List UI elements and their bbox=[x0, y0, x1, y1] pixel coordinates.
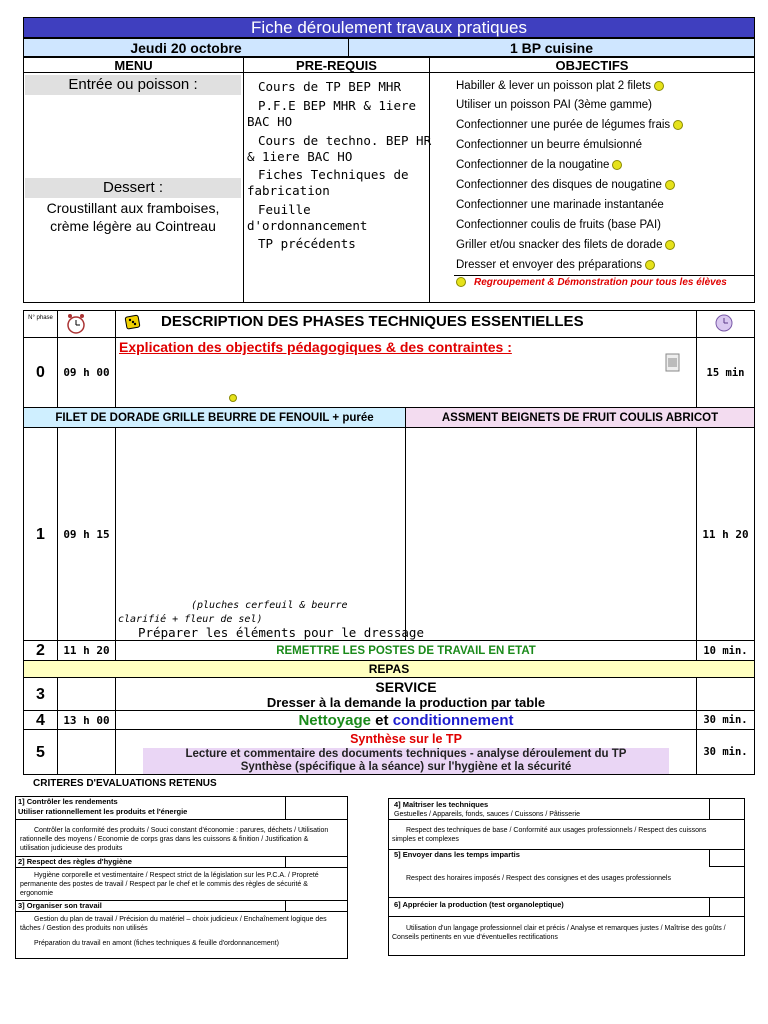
service-title: SERVICE bbox=[375, 679, 437, 695]
phase-number: 4 bbox=[23, 710, 58, 730]
phase-number: 3 bbox=[23, 677, 58, 711]
phase1-text: Préparer les éléments pour le dressage bbox=[138, 625, 424, 640]
marker-dot-icon bbox=[665, 240, 675, 250]
criterion-5-text: Respect des horaires imposés / Respect des consignes et des usages professionnels bbox=[406, 875, 671, 882]
phase-duration: 15 min bbox=[696, 337, 755, 408]
class-cell: 1 BP cuisine bbox=[348, 38, 755, 57]
phase-description bbox=[115, 710, 697, 730]
phase-number: 2 bbox=[23, 640, 58, 661]
phase-description bbox=[115, 677, 697, 711]
phase-description bbox=[115, 729, 697, 775]
prereq-item: Fiches Techniques de fabrication bbox=[247, 167, 409, 198]
document-icon bbox=[664, 352, 682, 379]
score-cell bbox=[709, 798, 745, 820]
phase-duration: 10 min. bbox=[696, 640, 755, 661]
clock-icon bbox=[65, 313, 87, 340]
marker-dot-icon bbox=[456, 277, 466, 287]
synthesis-line2: Synthèse (spécifique à la séance) sur l'hygiène et la sécurité bbox=[240, 761, 572, 773]
criterion-2: 2] Respect des règles d'hygiène bbox=[18, 857, 132, 866]
phase-end-time: 11 h 20 bbox=[696, 427, 755, 641]
objective-item: Utiliser un poisson PAI (3ème gamme) bbox=[456, 99, 652, 111]
criterion-3-text: Gestion du plan de travail / Précision du matériel – choix judicieux / Enchaînement logique des tâches / Gestion des produits non utilisés bbox=[20, 916, 327, 932]
marker-dot-icon bbox=[673, 120, 683, 130]
criterion-2-text: Hygiène corporelle et vestimentaire / Respect strict de la législation sur les P.C.A. / Propreté permanente des postes de travail / Respect par le chef et le commis des règles de sécurité & ergonomie bbox=[20, 872, 319, 897]
criterion-1: 1] Contrôler les rendements Utiliser rationnellement les produits et l'énergie bbox=[18, 797, 188, 816]
prereq-item: Feuille d'ordonnancement bbox=[247, 202, 368, 233]
dice-icon bbox=[124, 314, 142, 335]
criteria-title: CRITERES D'EVALUATIONS RETENUS bbox=[33, 778, 217, 789]
dish-left-header: FILET DE DORADE GRILLE BEURRE DE FENOUIL + purée bbox=[23, 407, 406, 428]
packaging-word: conditionnement bbox=[392, 712, 514, 729]
phase-time bbox=[57, 729, 116, 775]
dessert-text: Croustillant aux framboises, crème légère au Cointreau bbox=[46, 200, 220, 234]
menu-header: MENU bbox=[23, 57, 244, 73]
objective-item: Confectionner coulis de fruits (base PAI) bbox=[456, 219, 661, 231]
phase-duration bbox=[696, 677, 755, 711]
phases-title: DESCRIPTION DES PHASES TECHNIQUES ESSENTIELLES bbox=[161, 313, 584, 330]
dessert-label: Dessert : bbox=[25, 178, 241, 198]
service-text: Dresser à la demande la production par table bbox=[266, 695, 546, 710]
score-cell bbox=[285, 796, 348, 820]
criterion-5: 5] Envoyer dans les temps impartis bbox=[394, 850, 520, 859]
phase1-note: (pluches cerfeuil & beurre clarifié + fleur de sel) bbox=[118, 600, 348, 625]
phase-num-header: N° phase bbox=[23, 310, 58, 338]
title-bar: Fiche déroulement travaux pratiques bbox=[23, 17, 755, 38]
criterion-4-text: Respect des techniques de base / Conformité aux usages professionnels / Respect des cuissons simples et complexes bbox=[392, 827, 707, 843]
phase-duration: 30 min. bbox=[696, 710, 755, 730]
phase-duration: 30 min. bbox=[696, 729, 755, 775]
prereq-item: Cours de techno. BEP HR & 1iere BAC HO bbox=[247, 133, 432, 164]
phase-time bbox=[57, 677, 116, 711]
phase-time: 11 h 20 bbox=[57, 640, 116, 661]
criterion-3-text2: Préparation du travail en amont (fiches techniques & feuille d'ordonnancement) bbox=[34, 940, 279, 947]
phase-description-right bbox=[405, 427, 697, 641]
score-cell bbox=[709, 849, 745, 867]
marker-dot-icon bbox=[645, 260, 655, 270]
prereq-header: PRE-REQUIS bbox=[243, 57, 430, 73]
and-word: et bbox=[375, 712, 389, 729]
objective-item: Habiller & lever un poisson plat 2 filets bbox=[456, 80, 664, 92]
dish-right-header: ASSMENT BEIGNETS DE FRUIT COULIS ABRICOT bbox=[405, 407, 755, 428]
phase-number: 5 bbox=[23, 729, 58, 775]
phase-time: 09 h 00 bbox=[57, 337, 116, 408]
score-cell bbox=[709, 897, 745, 917]
phase2-text: REMETTRE LES POSTES DE TRAVAIL EN ETAT bbox=[115, 640, 697, 661]
criterion-3: 3] Organiser son travail bbox=[18, 901, 102, 910]
criterion-6: 6] Apprécier la production (test organoleptique) bbox=[394, 900, 564, 909]
prereq-item: Cours de TP BEP MHR bbox=[258, 79, 401, 94]
legend: Regroupement & Démonstration pour tous les élèves bbox=[454, 275, 754, 289]
objective-item: Confectionner une marinade instantanée bbox=[456, 199, 664, 211]
synthesis-title: Synthèse sur le TP bbox=[350, 732, 462, 746]
criterion-1-text: Contrôler la conformité des produits / Souci constant d'économie : parures, déchets / Utilisation rationnelle des moyens / Economie de corps gras dans les cuissons & finition / Justification & utilisation judicieuse des produits bbox=[20, 827, 329, 852]
objective-item: Confectionner de la nougatine bbox=[456, 159, 622, 171]
phase-time: 13 h 00 bbox=[57, 710, 116, 730]
objective-item: Griller et/ou snacker des filets de dorade bbox=[456, 239, 675, 251]
criterion-4: 4] Maîtriser les techniques Gestuelles / Appareils, fonds, sauces / Cuissons / Pâtisserie bbox=[394, 800, 580, 818]
timer-icon bbox=[713, 313, 735, 338]
marker-dot-icon bbox=[654, 81, 664, 91]
date-cell: Jeudi 20 octobre bbox=[23, 38, 349, 57]
entree-label: Entrée ou poisson : bbox=[25, 75, 241, 95]
prereq-item: TP précédents bbox=[258, 236, 356, 251]
prereq-item: P.F.E BEP MHR & 1iere BAC HO bbox=[247, 98, 417, 129]
objective-item: Dresser et envoyer des préparations bbox=[456, 259, 655, 271]
cleaning-word: Nettoyage bbox=[298, 712, 371, 729]
objective-item: Confectionner une purée de légumes frais bbox=[456, 119, 683, 131]
phase-time: 09 h 15 bbox=[57, 427, 116, 641]
phase-number: 0 bbox=[23, 337, 58, 408]
repas-row: REPAS bbox=[23, 660, 755, 678]
synthesis-line1: Lecture et commentaire des documents techniques - analyse déroulement du TP bbox=[185, 748, 627, 760]
phase0-text: Explication des objectifs pédagogiques & des contraintes : bbox=[119, 339, 512, 355]
objective-item: Confectionner un beurre émulsionné bbox=[456, 139, 643, 151]
objectives-header: OBJECTIFS bbox=[429, 57, 755, 73]
criterion-6-text: Utilisation d'un langage professionnel clair et précis / Analyse et remarques justes / Maîtrise des goûts / Conseils pertinents en vue d'éventuelles rectifications bbox=[392, 925, 726, 941]
objective-item: Confectionner des disques de nougatine bbox=[456, 179, 675, 191]
marker-dot-icon bbox=[229, 394, 237, 402]
marker-dot-icon bbox=[612, 160, 622, 170]
marker-dot-icon bbox=[665, 180, 675, 190]
phase-number: 1 bbox=[23, 427, 58, 641]
